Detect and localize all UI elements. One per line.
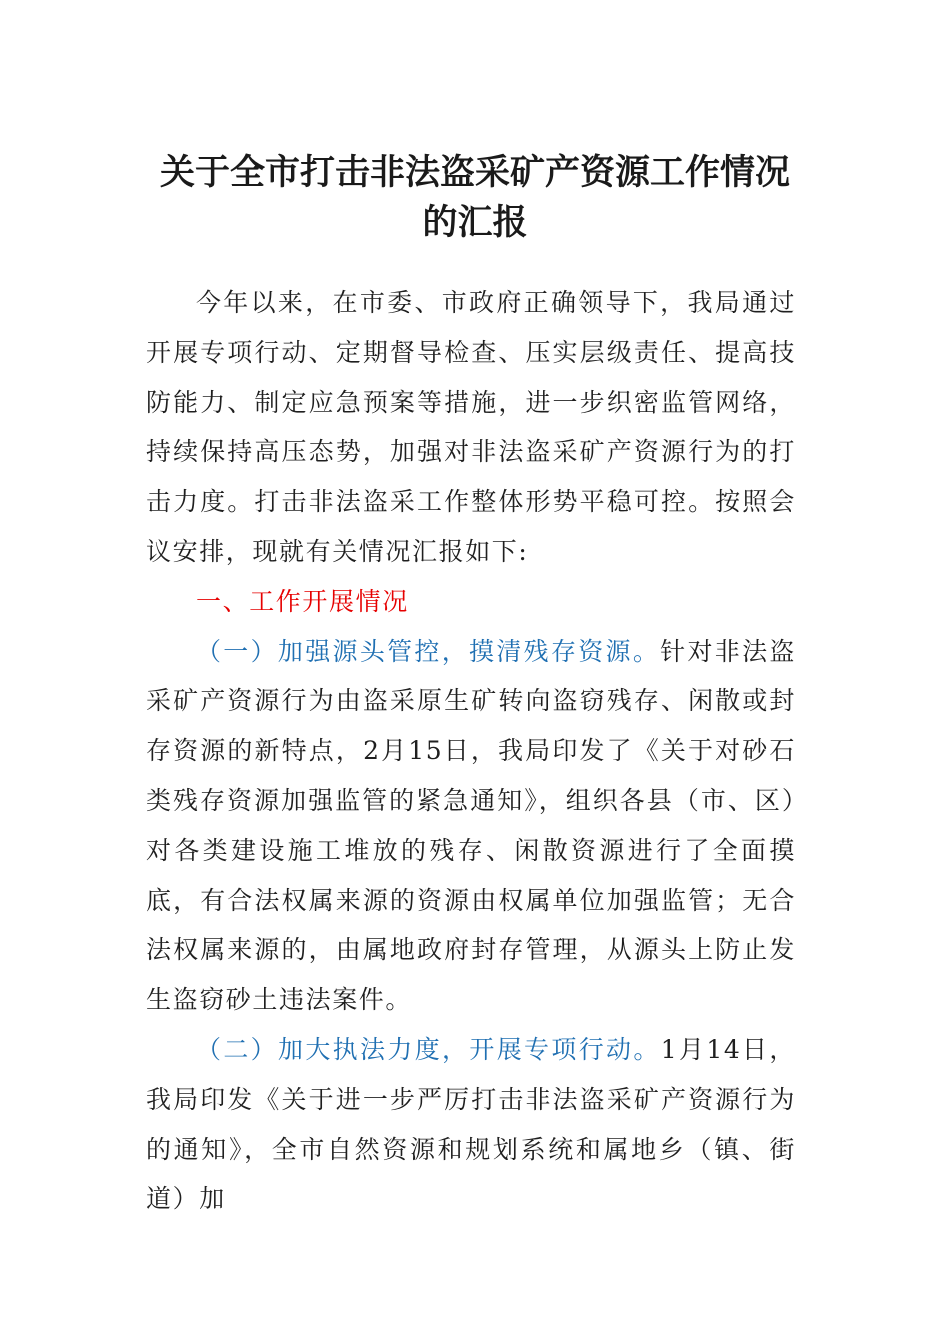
item2-text: 1月14日，我局印发《关于进一步严厉打击非法盗采矿产资源行为的通知》，全市自然资源和规划系统和属地乡（镇、街道）加 (146, 1034, 796, 1214)
title-line-1: 关于全市打击非法盗采矿产资源工作情况 (159, 152, 790, 193)
item2-heading: （二）加大执法力度，开展专项行动。 (196, 1034, 661, 1064)
intro-paragraph: 今年以来，在市委、市政府正确领导下，我局通过开展专项行动、定期督导检查、压实层级责任、提高技防能力、制定应急预案等措施，进一步织密监管网络，持续保持高压态势，加强对非法盗采矿产资源行为的打击力度。打击非法盗采工作整体形势平稳可控。按照会议安排，现就有关情况汇报如下: (146, 288, 796, 566)
item1-text: 针对非法盗采矿产资源行为由盗采原生矿转向盗窃残存、闲散或封存资源的新特点，2月15日，我局印发了《关于对砂石类残存资源加强监管的紧急通知》，组织各县（市、区）对各类建设施工堆放的残存、闲散资源进行了全面摸底，有合法权属来源的资源由权属单位加强监管；无合法权属来源的，由属地政府封存管理，从源头上防止发生盗窃砂土违法案件。 (146, 636, 796, 1015)
item1-paragraph (146, 627, 796, 1025)
title-line-2: 的汇报 (422, 202, 528, 243)
document-title (140, 148, 810, 248)
item1-heading: （一）加强源头管控，摸清残存资源。 (196, 636, 661, 666)
section1-heading: 一、工作开展情况 (196, 586, 409, 616)
item2-paragraph (146, 1025, 796, 1224)
section-heading (146, 577, 796, 627)
document-body (146, 278, 796, 1224)
